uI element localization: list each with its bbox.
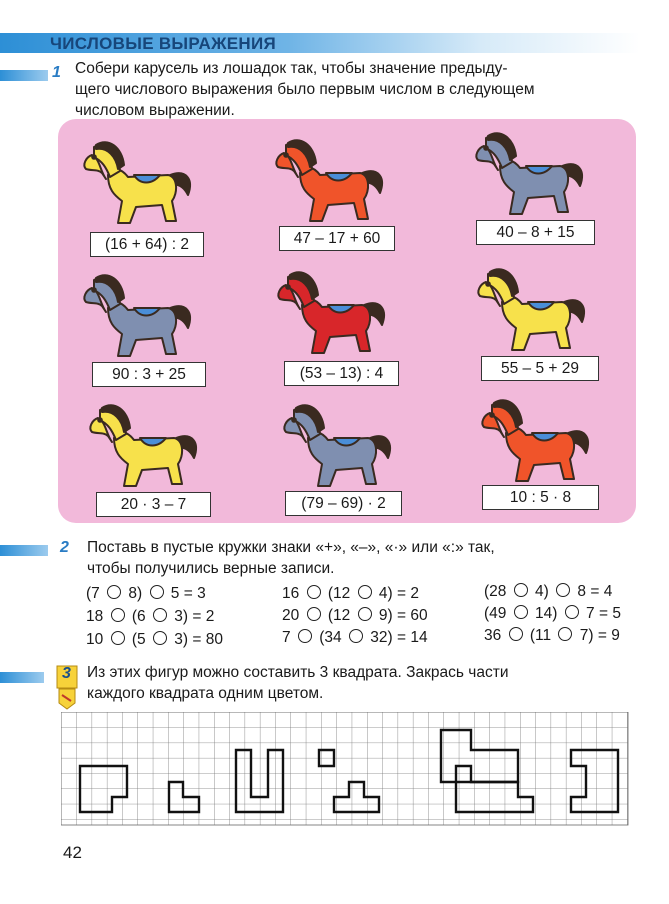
shapes-grid <box>61 712 629 826</box>
expression-box: (53 – 13) : 4 <box>284 361 399 386</box>
horse-icon <box>78 135 198 235</box>
equation: 18 (6 3) = 2 <box>86 608 215 625</box>
task-1-text <box>75 58 635 121</box>
equation: 16 (12 4) = 2 <box>282 585 419 602</box>
empty-circle[interactable] <box>111 608 125 622</box>
task-3-line: каждого квадрата одним цветом. <box>87 685 324 702</box>
equation: 20 (12 9) = 60 <box>282 607 428 624</box>
horse-icon <box>278 398 398 498</box>
equation: (7 8) 5 = 3 <box>86 585 206 602</box>
task-1-line: числовом выражении. <box>75 102 235 119</box>
expression-box: 10 : 5 · 8 <box>482 485 599 510</box>
horse-icon <box>272 265 392 365</box>
task-1-line: щего числового выражения было первым числом в следующем <box>75 81 535 98</box>
expression-box: (79 – 69) · 2 <box>285 491 402 516</box>
grid-background <box>61 712 628 825</box>
task-2-line: чтобы получились верные записи. <box>87 560 335 577</box>
horse-yellow-icon <box>84 142 190 223</box>
empty-circle[interactable] <box>514 583 528 597</box>
empty-circle[interactable] <box>153 631 167 645</box>
task-1-line: Собери карусель из лошадок так, чтобы значение предыду- <box>75 60 508 77</box>
empty-circle[interactable] <box>358 585 372 599</box>
task-1-number: 1 <box>52 64 61 81</box>
horse-icon <box>84 398 204 498</box>
horse-icon <box>470 126 590 226</box>
task-2-text <box>87 537 635 579</box>
empty-circle[interactable] <box>358 607 372 621</box>
task-3-number: 3 <box>62 665 71 682</box>
horse-icon <box>270 133 390 233</box>
equation: (49 14) 7 = 5 <box>484 605 621 622</box>
empty-circle[interactable] <box>349 629 363 643</box>
empty-circle[interactable] <box>298 629 312 643</box>
empty-circle[interactable] <box>565 605 579 619</box>
task-2-number: 2 <box>60 539 69 556</box>
empty-circle[interactable] <box>556 583 570 597</box>
expression-box: 20 · 3 – 7 <box>96 492 211 517</box>
expression-box: 55 – 5 + 29 <box>481 356 599 381</box>
horse-icon <box>476 393 596 493</box>
task-2-line: Поставь в пустые кружки знаки «+», «–», «·» или «:» так, <box>87 539 495 556</box>
equation: 10 (5 3) = 80 <box>86 631 223 648</box>
empty-circle[interactable] <box>111 631 125 645</box>
horse-icon <box>78 268 198 368</box>
expression-box: 47 – 17 + 60 <box>279 226 395 251</box>
empty-circle[interactable] <box>107 585 121 599</box>
expression-box: 40 – 8 + 15 <box>476 220 595 245</box>
horse-icon <box>472 262 592 362</box>
empty-circle[interactable] <box>150 585 164 599</box>
empty-circle[interactable] <box>514 605 528 619</box>
empty-circle[interactable] <box>558 627 572 641</box>
task-2-marker <box>0 545 48 556</box>
page-number: 42 <box>63 843 82 862</box>
empty-circle[interactable] <box>307 607 321 621</box>
task-1-marker <box>0 70 48 81</box>
expression-box: (16 + 64) : 2 <box>90 232 204 257</box>
page-title: ЧИСЛОВЫЕ ВЫРАЖЕНИЯ <box>50 34 277 53</box>
task-3-text <box>87 662 635 704</box>
empty-circle[interactable] <box>153 608 167 622</box>
task-3-line: Из этих фигур можно составить 3 квадрата. Закрась части <box>87 664 509 681</box>
empty-circle[interactable] <box>307 585 321 599</box>
task-3-marker <box>0 672 44 683</box>
expression-box: 90 : 3 + 25 <box>92 362 206 387</box>
empty-circle[interactable] <box>509 627 523 641</box>
equation: 7 (34 32) = 14 <box>282 629 428 646</box>
equation: (28 4) 8 = 4 <box>484 583 613 600</box>
equation: 36 (11 7) = 9 <box>484 627 620 644</box>
